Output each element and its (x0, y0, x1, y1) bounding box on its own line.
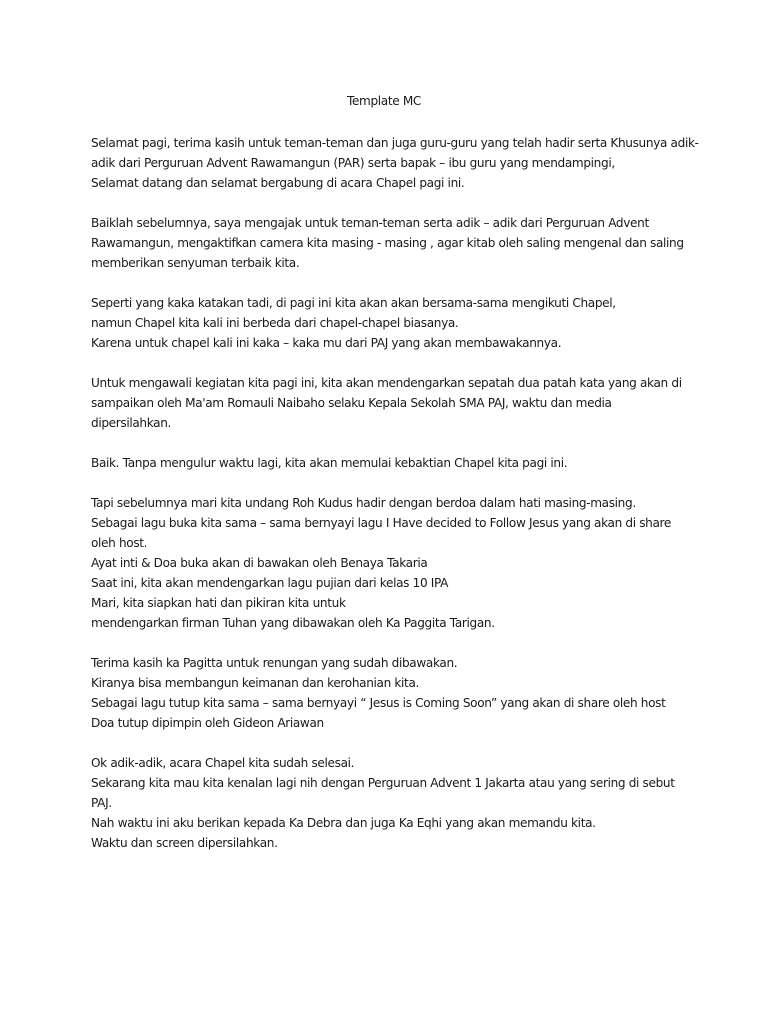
text-line: Saat ini, kita akan mendengarkan lagu pujian dari kelas 10 IPA (91, 576, 449, 590)
text-line: Rawamangun, mengaktifkan camera kita masing - masing , agar kitab oleh saling mengenal dan saling (91, 236, 684, 250)
text-line: mendengarkan firman Tuhan yang dibawakan oleh Ka Paggita Tarigan. (91, 616, 495, 630)
text-line: Doa tutup dipimpin oleh Gideon Ariawan (91, 716, 324, 730)
text-line: Baiklah sebelumnya, saya mengajak untuk teman-teman serta adik – adik dari Perguruan Advent (91, 216, 649, 230)
text-line: Ok adik-adik, acara Chapel kita sudah selesai. (91, 756, 355, 770)
text-line: adik dari Perguruan Advent Rawamangun (PAR) serta bapak – ibu guru yang mendampingi, (91, 156, 615, 170)
paragraph (91, 453, 691, 473)
paragraph (91, 373, 691, 433)
text-line: Kiranya bisa membangun keimanan dan kerohanian kita. (91, 676, 419, 690)
text-line: Untuk mengawali kegiatan kita pagi ini, kita akan mendengarkan sepatah dua patah kata yang akan di (91, 376, 682, 390)
text-line: Sebagai lagu buka kita sama – sama bernyayi lagu I Have decided to Follow Jesus yang akan di share (91, 516, 672, 530)
text-line: Selamat pagi, terima kasih untuk teman-teman dan juga guru-guru yang telah hadir serta Khusunya adik- (91, 136, 699, 150)
text-line: Waktu dan screen dipersilahkan. (91, 836, 278, 850)
document-title: Template MC (346, 94, 422, 108)
text-line: PAJ. (91, 796, 112, 810)
text-line: Mari, kita siapkan hati dan pikiran kita untuk (91, 596, 346, 610)
text-line: namun Chapel kita kali ini berbeda dari chapel-chapel biasanya. (91, 316, 459, 330)
paragraph (91, 653, 691, 733)
paragraph (91, 753, 691, 853)
text-line: Baik. Tanpa mengulur waktu lagi, kita akan memulai kebaktian Chapel kita pagi ini. (91, 456, 568, 470)
text-line: Seperti yang kaka katakan tadi, di pagi ini kita akan akan bersama-sama mengikuti Chapel, (91, 296, 616, 310)
text-line: Terima kasih ka Pagitta untuk renungan yang sudah dibawakan. (91, 656, 458, 670)
text-line: dipersilahkan. (91, 416, 172, 430)
paragraph (91, 293, 691, 353)
text-line: sampaikan oleh Ma'am Romauli Naibaho selaku Kepala Sekolah SMA PAJ, waktu dan media (91, 396, 612, 410)
text-line: Sebagai lagu tutup kita sama – sama bernyayi “ Jesus is Coming Soon” yang akan di share oleh host (91, 696, 666, 710)
text-line: oleh host. (91, 536, 148, 550)
text-line: Nah waktu ini aku berikan kepada Ka Debra dan juga Ka Eqhi yang akan memandu kita. (91, 816, 596, 830)
document-body (91, 133, 699, 873)
text-line: memberikan senyuman terbaik kita. (91, 256, 300, 270)
text-line: Selamat datang dan selamat bergabung di acara Chapel pagi ini. (91, 176, 465, 190)
paragraph (91, 213, 691, 273)
text-line: Sekarang kita mau kita kenalan lagi nih dengan Perguruan Advent 1 Jakarta atau yang sering di sebut (91, 776, 675, 790)
paragraph (91, 133, 699, 193)
text-line: Tapi sebelumnya mari kita undang Roh Kudus hadir dengan berdoa dalam hati masing-masing. (91, 496, 636, 510)
text-line: Karena untuk chapel kali ini kaka – kaka mu dari PAJ yang akan membawakannya. (91, 336, 562, 350)
paragraph (91, 493, 691, 633)
text-line: Ayat inti & Doa buka akan di bawakan oleh Benaya Takaria (91, 556, 428, 570)
